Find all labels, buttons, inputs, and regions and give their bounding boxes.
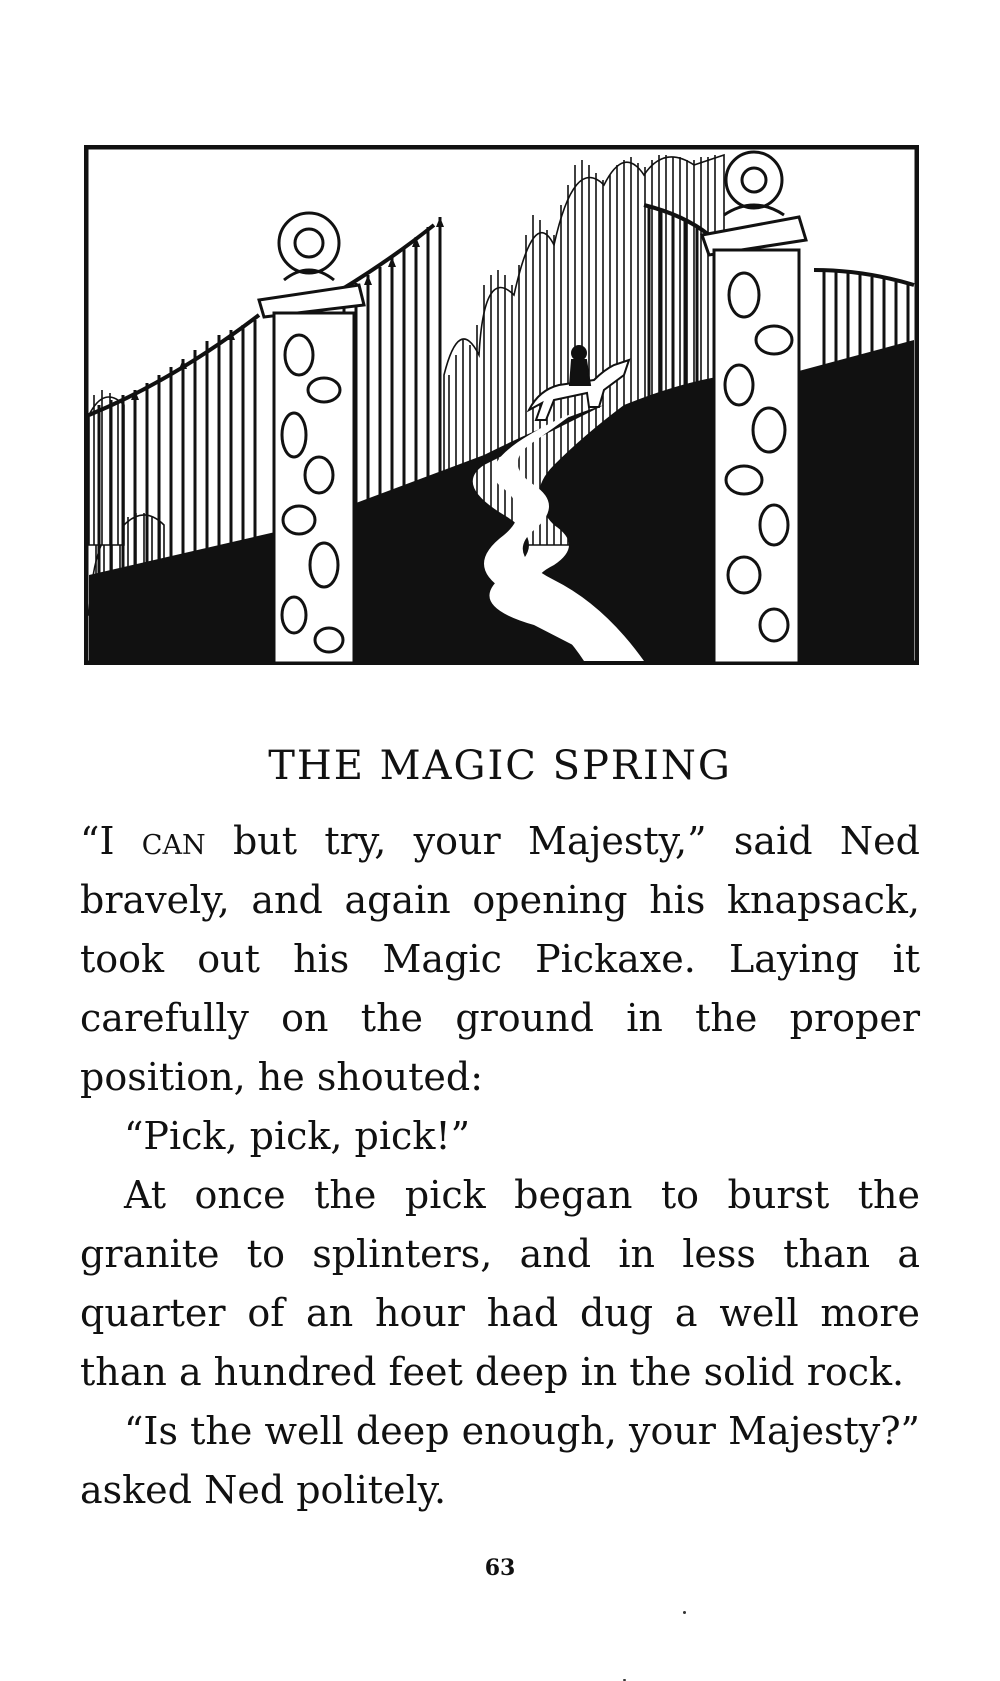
print-speck: [683, 1611, 686, 1614]
opening-smallcaps: I can: [99, 819, 206, 863]
chapter-body: [80, 812, 920, 1520]
page-number: 63: [484, 1555, 516, 1581]
opening-quote: “: [80, 819, 100, 863]
paragraph-4: “Is the well deep enough, your Majesty?” asked Ned politely.: [80, 1409, 920, 1512]
paragraph-2: “Pick, pick, pick!”: [124, 1114, 471, 1158]
gate-illustration-icon: [84, 145, 919, 665]
paragraph-1-text: but try, your Majesty,” said Ned bravely, and again opening his knapsack, took out his Magic Pickaxe. Laying it carefully on the ground in the proper position, he shouted:: [80, 819, 920, 1099]
chapter-illustration: [84, 145, 919, 665]
chapter-title: THE MAGIC SPRING: [268, 742, 732, 789]
paragraph-1: [80, 812, 920, 1107]
paragraph-3: At once the pick began to burst the granite to splinters, and in less than a quarter of an hour had dug a well more than a hundred feet deep in the solid rock.: [80, 1173, 920, 1394]
